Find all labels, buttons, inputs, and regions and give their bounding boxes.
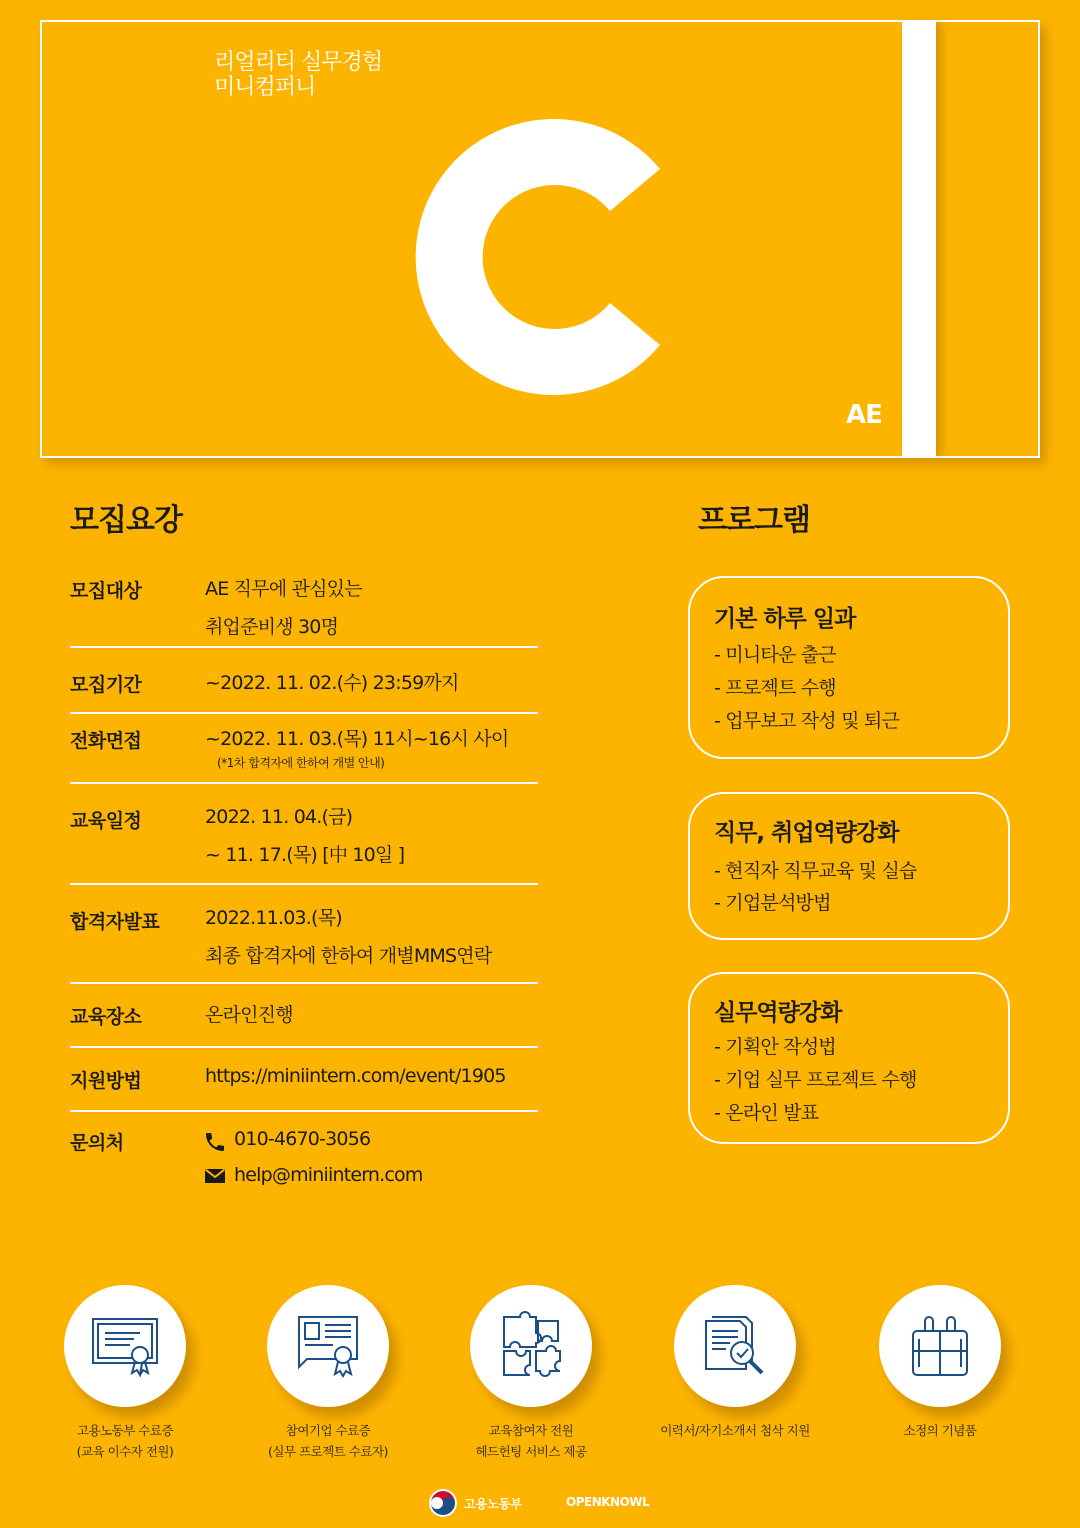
benefit-caption-line: 소정의 기념품 bbox=[903, 1423, 977, 1438]
benefit-caption bbox=[228, 1420, 428, 1462]
benefit-resume-review bbox=[674, 1285, 796, 1407]
row-label: 모집기간 bbox=[70, 674, 142, 696]
mail-icon bbox=[203, 1164, 227, 1188]
row-value: 2022.11.03.(목) bbox=[205, 907, 342, 929]
row-label: 지원방법 bbox=[70, 1070, 142, 1092]
row-value: ~2022. 11. 02.(수) 23:59까지 bbox=[205, 672, 459, 694]
benefit-certificate bbox=[64, 1285, 186, 1407]
recruit-row-apply bbox=[70, 1048, 538, 1112]
row-label: 교육장소 bbox=[70, 1006, 142, 1028]
row-value: AE 직무에 관심있는 bbox=[205, 578, 362, 600]
benefit-caption-line: 이력서/자기소개서 첨삭 지원 bbox=[660, 1423, 810, 1438]
program-box-career bbox=[688, 792, 1010, 940]
program-title: 프로그램 bbox=[698, 503, 810, 538]
recruit-row-contact bbox=[70, 1112, 538, 1202]
resume-review-icon bbox=[700, 1311, 770, 1381]
puzzle-icon bbox=[496, 1311, 566, 1381]
program-box-title: 기본 하루 일과 bbox=[714, 606, 856, 632]
phone-icon bbox=[203, 1130, 227, 1154]
row-label: 모집대상 bbox=[70, 580, 142, 602]
document-award-icon bbox=[293, 1311, 363, 1381]
row-label: 문의처 bbox=[70, 1132, 124, 1154]
apply-link[interactable]: https://miniintern.com/event/1905 bbox=[205, 1065, 506, 1087]
row-value: 2022. 11. 04.(금) bbox=[205, 806, 353, 828]
program-item: - 기업분석방법 bbox=[714, 892, 831, 914]
program-box-daily bbox=[688, 576, 1010, 759]
ministry-logo-text: 고용노동부 bbox=[464, 1497, 522, 1511]
row-label: 교육일정 bbox=[70, 810, 142, 832]
program-item: - 프로젝트 수행 bbox=[714, 677, 836, 699]
benefit-caption-line: 헤드헌팅 서비스 제공 bbox=[475, 1444, 587, 1459]
hero-subtitle-line2: 미니컴퍼니 bbox=[214, 75, 316, 100]
benefit-caption-line: 고용노동부 수료증 bbox=[76, 1423, 174, 1438]
hero-white-bar bbox=[902, 22, 936, 458]
row-value: 취업준비생 30명 bbox=[205, 616, 339, 638]
benefit-company-certificate bbox=[267, 1285, 389, 1407]
program-item: - 현직자 직무교육 및 실습 bbox=[714, 860, 917, 882]
recruit-row-target bbox=[70, 568, 538, 648]
row-value: ~ 11. 17.(목) [中 10일 ] bbox=[205, 844, 405, 866]
program-box-title: 직무, 취업역량강화 bbox=[714, 820, 899, 846]
benefit-gift bbox=[879, 1285, 1001, 1407]
program-item: - 기업 실무 프로젝트 수행 bbox=[714, 1069, 917, 1091]
benefit-caption-line: (교육 이수자 전원) bbox=[76, 1444, 174, 1459]
recruit-title: 모집요강 bbox=[70, 503, 182, 538]
row-note: (*1차 합격자에 한하여 개별 안내) bbox=[217, 756, 385, 770]
hero-subtitle-line1: 리얼리티 실무경험 bbox=[214, 50, 383, 75]
recruit-row-interview bbox=[70, 714, 538, 784]
benefit-caption-line: 참여기업 수료증 bbox=[285, 1423, 371, 1438]
benefit-caption-line: 교육참여자 전원 bbox=[488, 1423, 574, 1438]
recruit-row-schedule bbox=[70, 784, 538, 885]
gift-icon bbox=[905, 1311, 975, 1381]
hero-letter-c bbox=[402, 107, 702, 407]
row-label: 합격자발표 bbox=[70, 911, 160, 933]
program-box-title: 실무역량강화 bbox=[714, 1000, 842, 1026]
benefit-caption bbox=[840, 1420, 1040, 1441]
benefit-caption bbox=[635, 1420, 835, 1441]
hero-subtitle bbox=[214, 50, 382, 100]
row-value: 최종 합격자에 한하여 개별MMS연락 bbox=[205, 945, 492, 967]
benefit-caption bbox=[25, 1420, 225, 1462]
benefit-headhunting bbox=[470, 1285, 592, 1407]
row-value: 온라인진행 bbox=[205, 1004, 293, 1026]
row-label: 전화면접 bbox=[70, 730, 142, 752]
program-item: - 미니타운 출근 bbox=[714, 644, 836, 666]
partner-logo-text: OPENKNOWL bbox=[566, 1495, 650, 1509]
recruit-row-location bbox=[70, 984, 538, 1048]
program-item: - 온라인 발표 bbox=[714, 1102, 819, 1124]
program-item: - 기획안 작성법 bbox=[714, 1036, 836, 1058]
hero-banner bbox=[40, 20, 1040, 458]
contact-email[interactable]: help@miniintern.com bbox=[234, 1164, 423, 1186]
program-item: - 업무보고 작성 및 퇴근 bbox=[714, 710, 900, 732]
hero-tag: AE bbox=[846, 400, 882, 430]
recruit-row-announce bbox=[70, 885, 538, 984]
benefit-caption bbox=[431, 1420, 631, 1462]
contact-phone[interactable]: 010-4670-3056 bbox=[234, 1128, 371, 1150]
certificate-icon bbox=[90, 1311, 160, 1381]
taegeuk-logo-icon bbox=[428, 1488, 458, 1518]
program-box-practical bbox=[688, 972, 1010, 1144]
benefit-caption-line: (실무 프로젝트 수료자) bbox=[268, 1444, 388, 1459]
row-value: ~2022. 11. 03.(목) 11시~16시 사이 bbox=[205, 728, 509, 750]
recruit-row-period bbox=[70, 648, 538, 714]
